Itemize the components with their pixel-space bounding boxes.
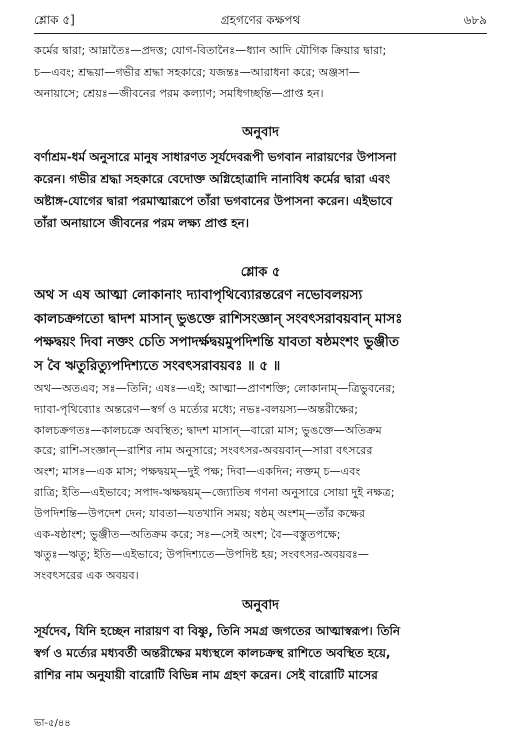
text-line: করে; রাশি-সংজ্ঞান্—রাশির নাম অনুসারে; সংবৎসর-অবয়বান্—সারা বৎসরের [34,444,373,458]
verse-heading: শ্লোক ৫ [240,265,281,280]
text-line: সংবৎসরের এক অবয়ব। [34,569,139,583]
translation-heading: অনুবাদ [242,598,279,613]
text-line: সূর্যদেব, যিনি হচ্ছেন নারায়ণ বা বিষ্ণু, তিনি সমগ্র জগতের আত্মাস্বরূপ। তিনি [34,624,401,638]
text-line: রাশির নাম অনুযায়ী বারোটি বিভিন্ন নাম গ্রহণ করেন। সেই বারোটি মাসের [34,668,378,682]
text-line: অনায়াসে; শ্রেয়ঃ—জীবনের পরম কল্যাণ; সমধিগচ্ছন্তি—প্রাপ্ত হন। [34,87,324,100]
verse-line: কালচক্রগতো দ্বাদশ মাসান্ ভুঙক্তে রাশিসংজ্ঞান্ সংবৎসরাবয়বান্ মাসঃ [34,311,403,327]
chapter-title: গ্রহগণের কক্ষপথ [220,13,301,27]
word-synonyms [34,379,487,587]
text-line: তাঁরা অনায়াসে জীবনের পরম লক্ষ্য প্রাপ্ত হন। [34,216,250,230]
sanskrit-verse [34,284,487,378]
verse-reference: শ্লোক ৫] [34,13,75,27]
text-line: কালচক্রগতঃ—কালচক্রে অবস্থিত; দ্বাদশ মাসান্—বারো মাস; ভুঙক্তে—অতিক্রম [34,423,382,437]
text-line: চ—এবং; শ্রদ্ধয়া—গভীর শ্রদ্ধা সহকারে; যজন্তঃ—আরাধনা করে; অঞ্জসা— [34,65,360,79]
text-line: এক-ষষ্ঠাংশ; ভুঞ্জীত—অতিক্রম করে; সঃ—সেই অংশ; বৈ—বস্তুতপক্ষে; [34,527,341,541]
translation-paragraph [34,620,487,686]
text-line: অংশ; মাসঃ—এক মাস; পক্ষদ্বয়ম্—দুই পক্ষ; দিবা—একদিন; নক্তম্ চ—এবং [34,465,361,479]
text-line: অষ্টাঙ্গ-যোগের দ্বারা পরমাত্মারূপে তাঁরা ভগবানের উপাসনা করেন। এইভাবে [34,194,393,208]
translation-heading: অনুবাদ [242,125,279,140]
page-header [34,12,487,30]
verse-line: স বৈ ঋতুরিত্যুপদিশ্যতে সংবৎসরাবয়বঃ ॥ ৫ ॥ [34,358,281,374]
text-line: উপদিশন্তি—উপদেশ দেন; যাবতা—যতখানি সময়; ষষ্ঠম্ অংশম্—তাঁর কক্ষের [34,506,366,520]
synonyms-continuation [34,40,487,105]
text-line: ঋতুঃ—ঋতু; ইতি—এইভাবে; উপদিশ্যতে—উপদিষ্ট হয়; সংবৎসর-অবয়বঃ— [34,548,369,562]
verse-line: অথ স এষ আত্মা লোকানাং দ্যাবাপৃথিব্যোরন্তরেণ নভোবলয়স্য [34,288,363,303]
text-line: রাত্রি; ইতি—এইভাবে; সপাদ-ঋক্ষদ্বয়ম্—জ্যোতিষ গণনা অনুসারে সোয়া দুই নক্ষত্র; [34,485,395,499]
text-line: স্বর্গ ও মর্ত্যের মধ্যবর্তী অন্তরীক্ষের মধ্যস্থলে কালচক্রস্থ রাশিতে অবস্থিত হয়ে, [34,646,391,660]
text-line: দ্যাবা-পৃথিব্যোঃ অন্তরেণ—স্বর্গ ও মর্ত্যের মধ্যে; নভঃ-বলয়স্য—অন্তরীক্ষের; [34,402,358,416]
verse-line: পক্ষদ্বয়ং দিবা নক্তং চেতি সপাদর্ক্ষদ্বয়মুপদিশন্তি যাবতা ষষ্ঠমংশং ভুঞ্জীত [34,335,399,350]
text-line: করেন। গভীর শ্রদ্ধা সহকারে বেদোক্ত অগ্নিহোত্রাদি নানাবিধ কর্মের দ্বারা এবং [34,172,390,186]
text-line: কর্মের দ্বারা; আম্নাতৈঃ—প্রদত্ত; যোগ-বিতানৈঃ—ধ্যান আদি যৌগিক ক্রিয়ার দ্বারা; [34,44,387,57]
text-line: বর্ণাশ্রম-ধর্ম অনুসারে মানুষ সাধারণত সূর্যদেবরূপী ভগবান নারায়ণের উপাসনা [34,150,397,164]
page-number: ৬৮৯ [463,13,487,27]
signature-mark: ভা-৫/৪৪ [34,718,71,729]
text-line: অথ—অতএব; সঃ—তিনি; এষঃ—এই; আত্মা—প্রাণশক্তি; লোকানাম্—ত্রিভুবনের; [34,382,396,395]
translation-paragraph [34,146,487,234]
header-rule [34,33,487,34]
